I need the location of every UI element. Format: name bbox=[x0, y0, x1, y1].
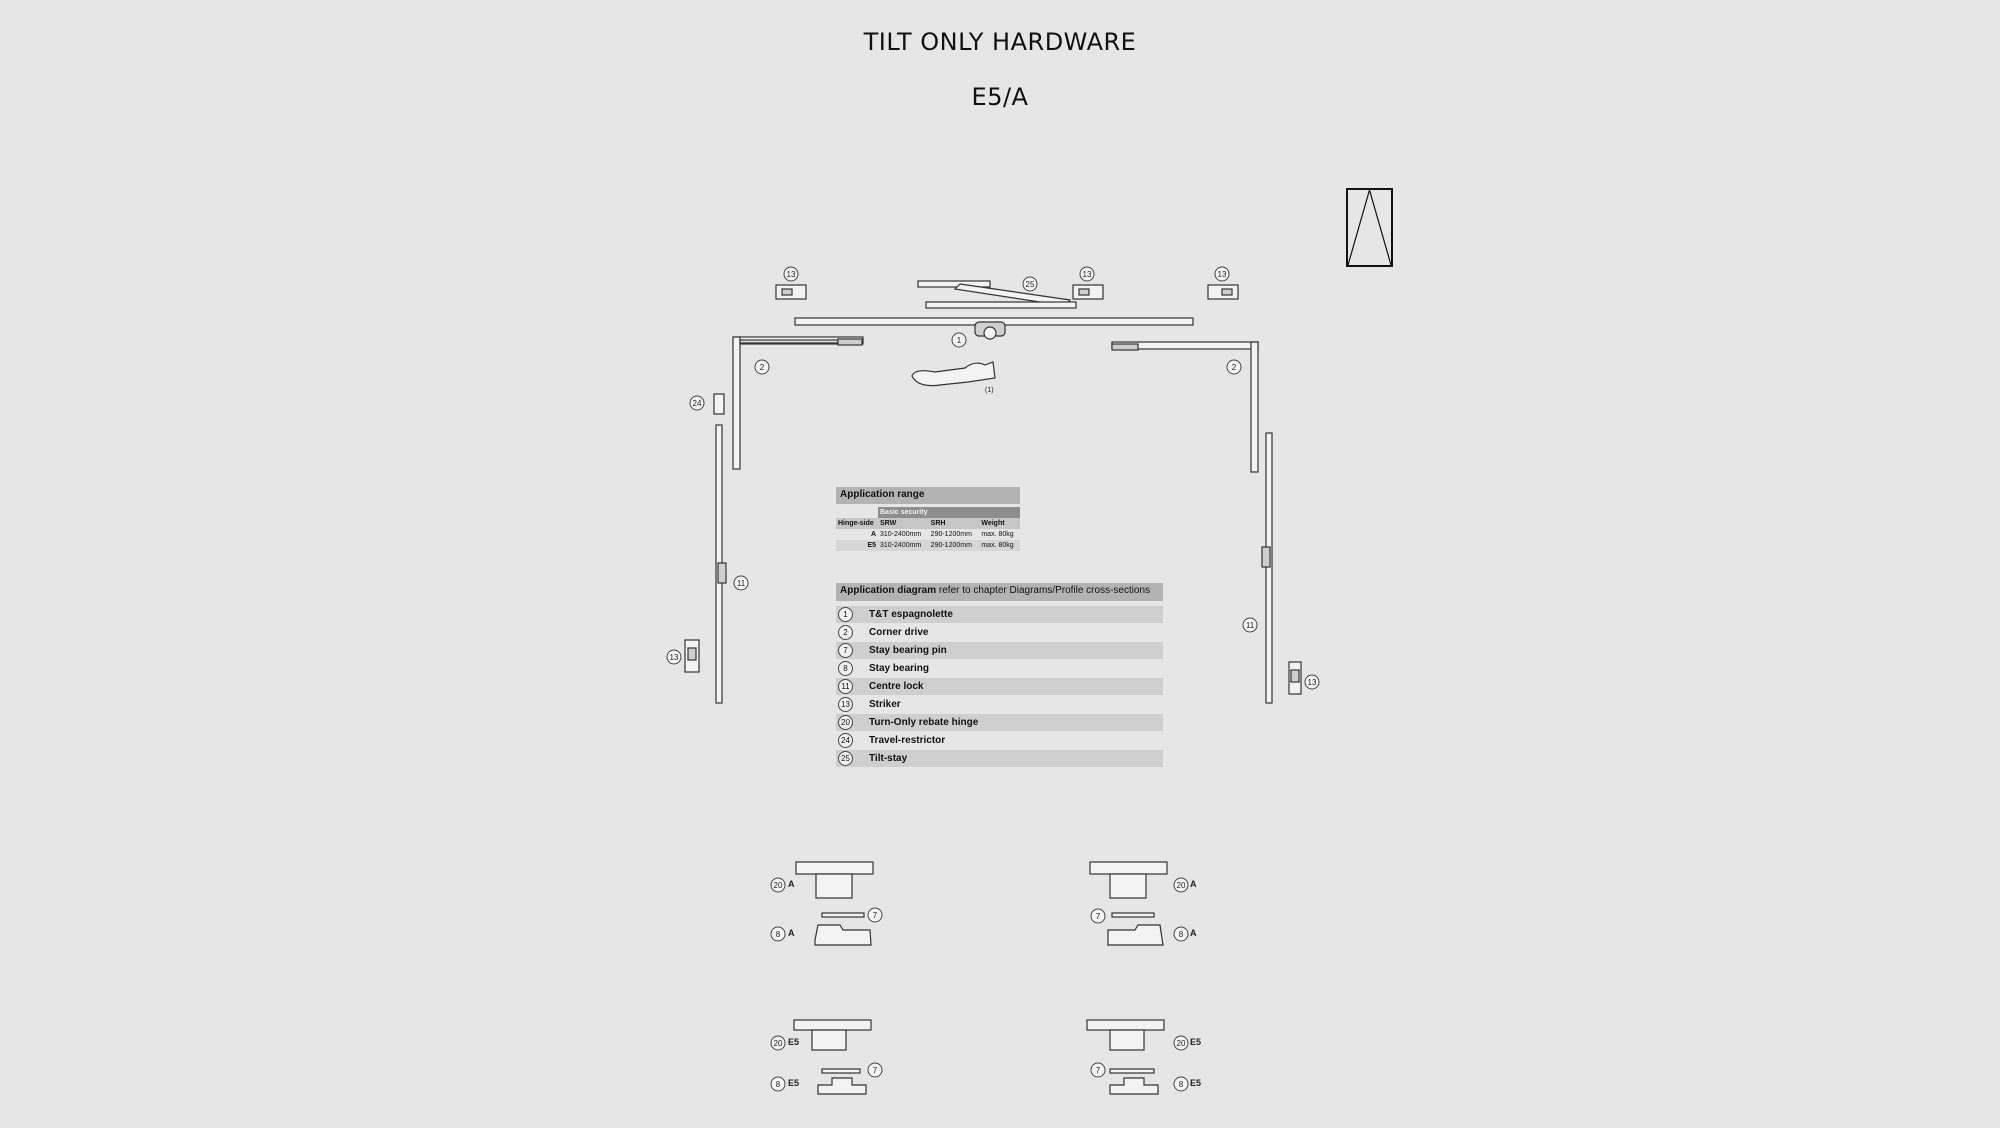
col-srh: SRH bbox=[929, 518, 980, 529]
legend-note: refer to chapter Diagrams/Profile cross-sections bbox=[938, 585, 1151, 596]
top-espagnolette-rail bbox=[795, 318, 1193, 339]
callout-2-left bbox=[755, 360, 769, 374]
cell-weight: max. 80kg bbox=[979, 540, 1020, 551]
item-name: T&T espagnolette bbox=[869, 609, 953, 620]
right-espagnolette-bar bbox=[1262, 433, 1272, 703]
svg-text:13: 13 bbox=[786, 270, 796, 279]
col-srw: SRW bbox=[878, 518, 929, 529]
callout-13-top-middle bbox=[1080, 267, 1094, 281]
table-row bbox=[836, 540, 1020, 551]
security-level: Basic security bbox=[878, 507, 1020, 518]
svg-text:8: 8 bbox=[775, 1080, 781, 1089]
svg-text:2: 2 bbox=[759, 363, 765, 372]
striker-top-middle bbox=[1073, 285, 1103, 299]
svg-text:13: 13 bbox=[1082, 270, 1092, 279]
page-title: TILT ONLY HARDWARE bbox=[863, 28, 1137, 56]
item-name: Stay bearing pin bbox=[869, 645, 947, 656]
svg-text:20: 20 bbox=[773, 881, 783, 890]
callout-8-A-right bbox=[1174, 927, 1188, 941]
callout-7-A-right bbox=[1091, 909, 1105, 923]
application-diagram-legend bbox=[836, 583, 1163, 768]
callout-24 bbox=[690, 396, 704, 410]
callout-1-paren: (1) bbox=[985, 387, 994, 394]
cell-srh: 290-1200mm bbox=[929, 529, 980, 540]
callout-13-left bbox=[667, 650, 681, 664]
label-E5-20-left: E5 bbox=[788, 1037, 800, 1047]
application-diagram-heading bbox=[836, 583, 1163, 601]
list-item bbox=[836, 624, 1163, 641]
label-E5-8-right: E5 bbox=[1190, 1078, 1202, 1088]
striker-top-left bbox=[776, 285, 806, 299]
list-item bbox=[836, 642, 1163, 659]
callout-13-top-left bbox=[784, 267, 798, 281]
window-handle bbox=[912, 362, 995, 386]
application-range-table bbox=[836, 487, 1020, 551]
col-weight: Weight bbox=[979, 518, 1020, 529]
label-E5-8-left: E5 bbox=[788, 1078, 800, 1088]
item-number: 20 bbox=[838, 715, 853, 730]
svg-text:20: 20 bbox=[773, 1039, 783, 1048]
svg-text:1: 1 bbox=[956, 336, 962, 345]
svg-text:20: 20 bbox=[1176, 1039, 1186, 1048]
callout-11-left bbox=[734, 576, 748, 590]
svg-text:8: 8 bbox=[1178, 930, 1184, 939]
callout-20-E5-left bbox=[771, 1036, 785, 1050]
table-row bbox=[836, 529, 1020, 540]
list-item bbox=[836, 606, 1163, 623]
cell-srh: 290-1200mm bbox=[929, 540, 980, 551]
label-E5-20-right: E5 bbox=[1190, 1037, 1202, 1047]
callout-2-right bbox=[1227, 360, 1241, 374]
left-corner-drive bbox=[733, 337, 863, 469]
list-item bbox=[836, 732, 1163, 749]
cell-srw: 310-2400mm bbox=[878, 529, 929, 540]
svg-text:2: 2 bbox=[1231, 363, 1237, 372]
callout-8-E5-left bbox=[771, 1077, 785, 1091]
callout-13-right bbox=[1305, 675, 1319, 689]
cell-srw: 310-2400mm bbox=[878, 540, 929, 551]
item-number: 25 bbox=[838, 751, 853, 766]
legend-list bbox=[836, 606, 1163, 767]
label-A-8-right: A bbox=[1190, 928, 1197, 938]
tilt-stay bbox=[918, 281, 1076, 308]
svg-text:7: 7 bbox=[872, 1066, 878, 1075]
left-espagnolette-bar bbox=[716, 425, 726, 703]
callout-20-A-left bbox=[771, 878, 785, 892]
callout-8-A-left bbox=[771, 927, 785, 941]
item-name: Travel-restrictor bbox=[869, 735, 946, 746]
callout-20-A-right bbox=[1174, 878, 1188, 892]
list-item bbox=[836, 750, 1163, 767]
callout-7-E5-right bbox=[1091, 1063, 1105, 1077]
callout-1 bbox=[952, 333, 966, 347]
label-A-8-left: A bbox=[788, 928, 795, 938]
svg-text:25: 25 bbox=[1025, 280, 1035, 289]
callout-7-A-left bbox=[868, 908, 882, 922]
list-item bbox=[836, 678, 1163, 695]
hinge-A-left bbox=[796, 862, 873, 945]
hinge-E5-left bbox=[794, 1020, 871, 1094]
callout-11-right bbox=[1243, 618, 1257, 632]
travel-restrictor bbox=[714, 394, 724, 414]
callout-20-E5-right bbox=[1174, 1036, 1188, 1050]
svg-text:13: 13 bbox=[1217, 270, 1227, 279]
callout-7-E5-left bbox=[868, 1063, 882, 1077]
svg-text:7: 7 bbox=[1095, 1066, 1101, 1075]
svg-text:20: 20 bbox=[1176, 881, 1186, 890]
item-name: Tilt-stay bbox=[869, 753, 908, 764]
svg-text:24: 24 bbox=[692, 399, 702, 408]
application-range-heading: Application range bbox=[836, 487, 1020, 504]
item-name: Turn-Only rebate hinge bbox=[869, 717, 979, 728]
legend-title: Application diagram bbox=[840, 585, 937, 596]
item-number: 8 bbox=[838, 661, 853, 676]
striker-top-right bbox=[1208, 285, 1238, 299]
striker-right bbox=[1289, 662, 1301, 694]
svg-text:7: 7 bbox=[1095, 912, 1101, 921]
svg-text:7: 7 bbox=[872, 911, 878, 920]
item-name: Stay bearing bbox=[869, 663, 930, 674]
hinge-E5-right bbox=[1087, 1020, 1164, 1094]
item-number: 7 bbox=[838, 643, 853, 658]
svg-text:8: 8 bbox=[1178, 1080, 1184, 1089]
label-A-20-left: A bbox=[788, 879, 795, 889]
col-hinge-side: Hinge-side bbox=[836, 518, 878, 529]
item-number: 13 bbox=[838, 697, 853, 712]
list-item bbox=[836, 660, 1163, 677]
cell-hinge: E5 bbox=[836, 540, 878, 551]
item-number: 2 bbox=[838, 625, 853, 640]
item-name: Corner drive bbox=[869, 627, 929, 638]
item-name: Striker bbox=[869, 699, 901, 710]
list-item bbox=[836, 714, 1163, 731]
item-number: 1 bbox=[838, 607, 853, 622]
list-item bbox=[836, 696, 1163, 713]
item-number: 11 bbox=[838, 679, 853, 694]
cell-hinge: A bbox=[836, 529, 878, 540]
svg-text:11: 11 bbox=[1245, 621, 1255, 630]
page-subtitle: E5/A bbox=[971, 83, 1029, 111]
hinge-A-right bbox=[1090, 862, 1167, 945]
callout-13-top-right bbox=[1215, 267, 1229, 281]
callout-25 bbox=[1023, 277, 1037, 291]
item-number: 24 bbox=[838, 733, 853, 748]
svg-text:8: 8 bbox=[775, 930, 781, 939]
svg-text:13: 13 bbox=[1307, 678, 1317, 687]
svg-text:11: 11 bbox=[736, 579, 746, 588]
item-name: Centre lock bbox=[869, 681, 924, 692]
svg-text:13: 13 bbox=[669, 653, 679, 662]
cell-weight: max. 80kg bbox=[979, 529, 1020, 540]
callout-8-E5-right bbox=[1174, 1077, 1188, 1091]
label-A-20-right: A bbox=[1190, 879, 1197, 889]
striker-left bbox=[685, 640, 699, 672]
